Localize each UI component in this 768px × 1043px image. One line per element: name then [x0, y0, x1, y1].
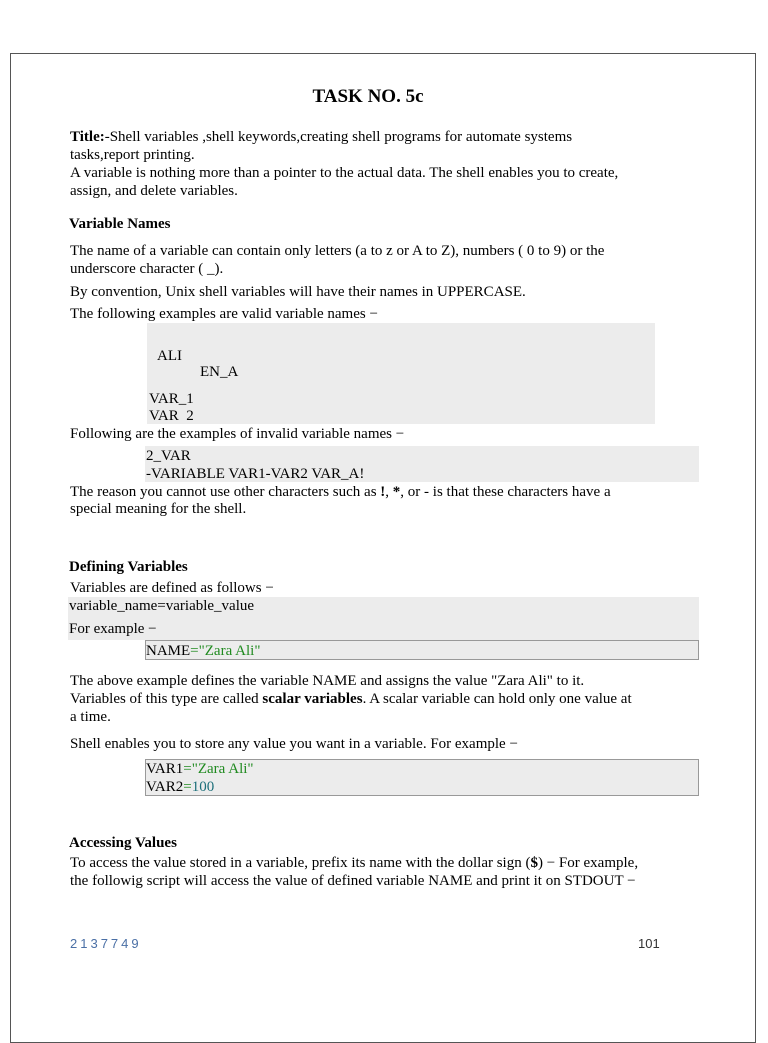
variable-names-p1-line1: The name of a variable can contain only letters (a to z or A to Z), numbers ( 0 to 9) or the: [70, 243, 605, 259]
name-example-eq: =: [190, 643, 199, 659]
var1-name: VAR1: [146, 761, 184, 777]
footer-id: 2137749: [70, 936, 142, 951]
accessing-line-2: the followig script will access the value of defined variable NAME and print it on STDOUT −: [70, 873, 636, 889]
name-example-var: NAME: [146, 643, 191, 659]
defining-p2-line3: a time.: [70, 709, 111, 725]
intro-line-2: tasks,report printing.: [70, 147, 195, 163]
reason-line-1: [70, 483, 611, 501]
variable-names-p1-line2: underscore character ( _).: [70, 261, 224, 277]
page-number: 101: [638, 936, 660, 951]
defining-p2-line2: [70, 690, 632, 708]
var2-value: 100: [191, 779, 215, 795]
var1-eq: =: [183, 761, 192, 777]
intro-title-text: -Shell variables ,shell keywords,creating shell programs for automate systems: [104, 129, 573, 145]
reason-line-2: special meaning for the shell.: [70, 501, 247, 517]
defining-p2-post: . A scalar variable can hold only one value at: [362, 691, 632, 707]
var2-eq: =: [183, 779, 192, 795]
defining-syntax: variable_name=variable_value: [69, 598, 255, 614]
accessing-post: ) − For example,: [537, 855, 639, 871]
var1-value: "Zara Ali": [191, 761, 254, 777]
section-heading-variable-names: Variable Names: [69, 216, 171, 232]
intro-title-label: Title:: [70, 129, 105, 145]
page-title: TASK NO. 5c: [312, 86, 424, 107]
var2-name: VAR2: [146, 779, 184, 795]
variable-names-p3: The following examples are valid variable names −: [70, 306, 378, 322]
defining-p2-bold: scalar variables: [262, 691, 363, 707]
defining-example-label: For example −: [69, 621, 157, 637]
accessing-pre: To access the value stored in a variable, prefix its name with the dollar sign (: [70, 855, 531, 871]
defining-p1: Variables are defined as follows −: [70, 580, 274, 596]
reason-pre: The reason you cannot use other characters such as: [70, 484, 381, 500]
section-heading-defining-variables: Defining Variables: [69, 559, 188, 575]
reason-post: , or - is that these characters have a: [400, 484, 611, 500]
reason-char-2: *: [392, 484, 401, 500]
valid-name-4: VAR 2: [149, 408, 194, 424]
valid-name-2: EN_A: [200, 364, 239, 380]
intro-line-4: assign, and delete variables.: [70, 183, 238, 199]
accessing-dollar: $: [530, 855, 538, 871]
var-example-line-1: [146, 760, 254, 778]
valid-name-1: ALI: [157, 348, 182, 364]
intro-line-3: A variable is nothing more than a pointer to the actual data. The shell enables you to create,: [70, 165, 619, 181]
reason-char-1: !: [380, 484, 386, 500]
invalid-names-line-2: -VARIABLE VAR1-VAR2 VAR_A!: [146, 466, 365, 482]
accessing-line-1: [70, 854, 638, 872]
intro-line-1: [70, 128, 572, 146]
valid-name-3: VAR_1: [149, 391, 194, 407]
defining-p2-line1: The above example defines the variable NAME and assigns the value "Zara Ali" to it.: [70, 673, 585, 689]
invalid-names-line-1: 2_VAR: [146, 448, 191, 464]
var-example-line-2: [146, 778, 214, 796]
section-heading-accessing-values: Accessing Values: [69, 835, 177, 851]
invalid-names-intro: Following are the examples of invalid variable names −: [70, 426, 405, 442]
name-example-code: [146, 642, 260, 660]
name-example-value: "Zara Ali": [198, 643, 261, 659]
defining-p3: Shell enables you to store any value you want in a variable. For example −: [70, 736, 518, 752]
reason-sep: ,: [385, 484, 393, 500]
defining-p2-pre: Variables of this type are called: [70, 691, 263, 707]
page-frame: [10, 53, 756, 1043]
variable-names-p2: By convention, Unix shell variables will have their names in UPPERCASE.: [70, 284, 526, 300]
